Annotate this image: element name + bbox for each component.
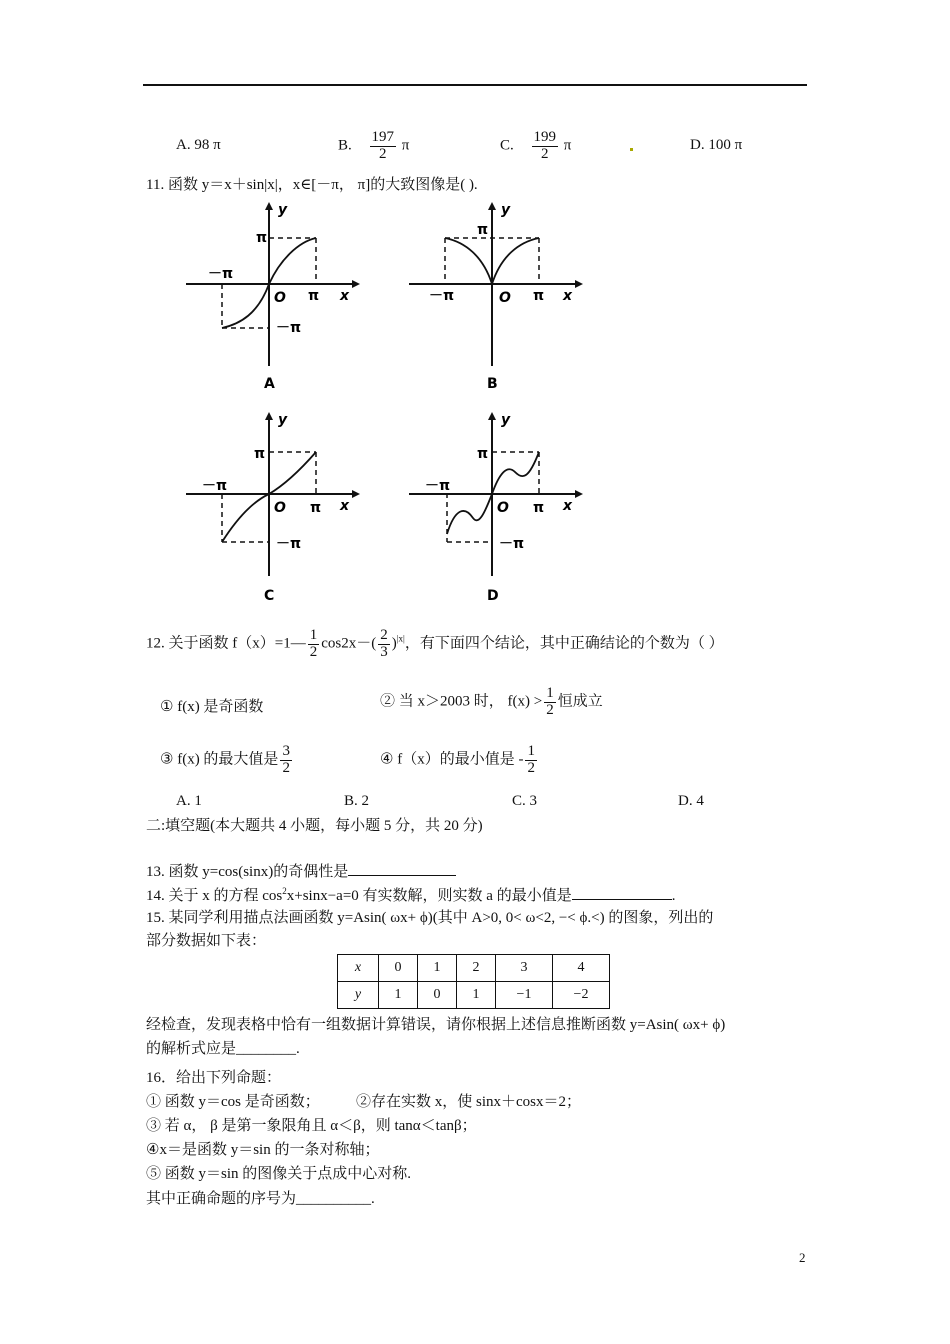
period: . xyxy=(671,888,676,904)
y-arrow xyxy=(488,412,496,420)
mark-dot xyxy=(630,148,633,151)
x-label: x xyxy=(340,498,350,514)
q16-line-5: ⑤ 函数 y＝sin 的图像关于点成中心对称. xyxy=(146,1166,412,1182)
page-number: 2 xyxy=(799,1250,806,1265)
graph-label: A xyxy=(264,376,275,392)
graph-b xyxy=(403,198,583,403)
q10-option-c-label: C. xyxy=(500,137,514,154)
frac-den: 2 xyxy=(282,759,290,776)
neg-pi-label: －π xyxy=(202,478,228,494)
y-arrow xyxy=(265,412,273,420)
frac-num: 197 xyxy=(371,129,395,145)
q12-option-a: A. 1 xyxy=(176,793,202,809)
q16-line-3: ③ 若 α， β 是第一象限角且 α＜β，则 tanα＜tanβ； xyxy=(146,1118,477,1134)
table-cell: x xyxy=(338,955,379,982)
table-cell: 3 xyxy=(496,955,553,982)
y-arrow xyxy=(488,202,496,210)
x-label: x xyxy=(563,288,573,304)
neg-pi-label: －π xyxy=(425,478,451,494)
c3-text: ③ f(x) 的最大值是 xyxy=(160,751,279,768)
table-row xyxy=(338,955,610,982)
q12-conclusion-3 xyxy=(160,744,294,777)
origin-label: O xyxy=(274,290,286,306)
fraction xyxy=(525,744,537,777)
pi-symbol: π xyxy=(563,137,572,154)
q10-option-b-label: B. xyxy=(338,137,352,154)
pi-label: π xyxy=(533,288,545,304)
neg-pi-label: －π xyxy=(276,320,302,336)
origin-label: O xyxy=(499,290,511,306)
q14-text: 14. 关于 x 的方程 cos xyxy=(146,888,283,904)
frac-num: 2 xyxy=(380,627,388,643)
table-cell: y xyxy=(338,982,379,1009)
q16-line-4: ④x＝是函数 y＝sin 的一条对称轴； xyxy=(146,1142,380,1158)
neg-pi-label: －π xyxy=(499,536,525,552)
origin-label: O xyxy=(274,500,286,516)
table-cell: 4 xyxy=(553,955,610,982)
fraction-two-thirds xyxy=(378,628,390,661)
pi-label: π xyxy=(477,222,489,238)
q11-stem: 11. 函数 y＝x＋sin|x|，x∈[－π， π]的大致图像是( ). xyxy=(146,177,478,193)
table-cell: 1 xyxy=(457,982,496,1009)
data-table xyxy=(337,954,610,1009)
x-arrow xyxy=(575,490,583,498)
x-arrow xyxy=(575,280,583,288)
q12-option-d: D. 4 xyxy=(678,793,704,809)
q12-option-b: B. 2 xyxy=(344,793,370,809)
q15-line-1: 15. 某同学利用描点法画函数 y=Asin( ωx+ ϕ)(其中 A>0, 0< ω<2, −< ϕ.<) 的图象，列出的 xyxy=(146,910,714,926)
origin-label: O xyxy=(497,500,509,516)
q12-option-c: C. 3 xyxy=(512,793,538,809)
q10-option-b xyxy=(338,130,409,163)
q12-stem-start: 12. 关于函数 f（x）=1— xyxy=(146,635,306,652)
y-label: y xyxy=(501,202,511,218)
pi-label: π xyxy=(308,288,320,304)
q15-line-2: 部分数据如下表： xyxy=(146,933,267,949)
y-label: y xyxy=(278,412,288,428)
q16-line-2a: ① 函数 y＝cos 是奇函数； xyxy=(146,1094,320,1110)
frac-den: 2 xyxy=(379,145,387,162)
pi-label: π xyxy=(533,500,545,516)
table-cell: 1 xyxy=(379,982,418,1009)
exponent: 2 xyxy=(282,886,287,896)
q10-option-c xyxy=(500,130,571,163)
answer-blank xyxy=(572,885,672,900)
y-label: y xyxy=(278,202,288,218)
q12-conclusion-2 xyxy=(380,686,603,719)
graph-a xyxy=(180,198,360,403)
q14 xyxy=(146,884,675,905)
q12-stem xyxy=(146,628,724,661)
x-label: x xyxy=(563,498,573,514)
q10-option-d: D. 100 π xyxy=(690,137,743,153)
q12-stem-end: ，有下面四个结论，其中正确结论的个数为（ ） xyxy=(404,635,724,652)
q14-text-end: x+sinx−a=0 有实数解，则实数 a 的最小值是 xyxy=(286,888,572,904)
frac-den: 2 xyxy=(309,643,318,660)
x-arrow xyxy=(352,490,360,498)
q10-option-b-fraction xyxy=(370,130,397,163)
q13 xyxy=(146,860,456,881)
q12-conclusion-1: ① f(x) 是奇函数 xyxy=(160,699,264,715)
c2-end: 恒成立 xyxy=(557,693,603,710)
q12-stem-mid: cos2x－( xyxy=(321,635,377,652)
c4-text: ④ f（x）的最小值是 - xyxy=(380,751,524,768)
section-2-heading: 二:填空题(本大题共 4 小题，每小题 5 分，共 20 分) xyxy=(146,818,483,834)
table-cell: −2 xyxy=(553,982,610,1009)
pi-label: π xyxy=(310,500,322,516)
table-cell: 0 xyxy=(418,982,457,1009)
frac-den: 2 xyxy=(541,145,549,162)
pi-label: π xyxy=(254,446,266,462)
fraction xyxy=(544,686,556,719)
header-rule xyxy=(143,84,807,86)
frac-num: 3 xyxy=(282,743,290,759)
frac-den: 3 xyxy=(380,643,388,660)
frac-num: 1 xyxy=(309,627,318,643)
graph-label: D xyxy=(487,588,499,604)
table-row xyxy=(338,982,610,1009)
neg-pi-label: －π xyxy=(429,288,455,304)
table-cell: −1 xyxy=(496,982,553,1009)
table-cell: 0 xyxy=(379,955,418,982)
x-arrow xyxy=(352,280,360,288)
table-cell: 2 xyxy=(457,955,496,982)
paren-close: ) xyxy=(391,635,397,652)
graph-label: C xyxy=(264,588,275,604)
q16-line-1: 16．给出下列命题： xyxy=(146,1070,282,1086)
q15-line-4: 的解析式应是________. xyxy=(146,1041,300,1057)
graph-d xyxy=(403,408,583,613)
q16-line-2b: ②存在实数 x，使 sinx＋cosx＝2； xyxy=(356,1094,582,1110)
q13-text: 13. 函数 y=cos(sinx)的奇偶性是 xyxy=(146,864,349,880)
frac-den: 2 xyxy=(546,701,554,718)
q10-option-c-fraction xyxy=(532,130,559,163)
table-cell: 1 xyxy=(418,955,457,982)
frac-num: 1 xyxy=(527,743,535,759)
neg-pi-label: －π xyxy=(208,266,234,282)
pi-symbol: π xyxy=(401,137,410,154)
neg-pi-label: －π xyxy=(276,536,302,552)
frac-den: 2 xyxy=(527,759,535,776)
c2-text: ② 当 x＞2003 时， f(x) > xyxy=(380,693,543,710)
q12-conclusion-4 xyxy=(380,744,539,777)
pi-label: π xyxy=(477,446,489,462)
pi-label: π xyxy=(256,230,268,246)
fraction-half xyxy=(308,628,320,661)
graph-label: B xyxy=(487,376,498,392)
exponent: |x| xyxy=(396,633,405,644)
q16-line-6: 其中正确命题的序号为__________. xyxy=(146,1191,375,1207)
graph-c xyxy=(180,408,360,613)
frac-num: 199 xyxy=(533,129,557,145)
y-arrow xyxy=(265,202,273,210)
answer-blank xyxy=(348,861,456,876)
frac-num: 1 xyxy=(546,685,554,701)
fraction xyxy=(280,744,292,777)
x-label: x xyxy=(340,288,350,304)
q10-option-a: A. 98 π xyxy=(176,137,221,153)
y-label: y xyxy=(501,412,511,428)
q15-line-3: 经检查，发现表格中恰有一组数据计算错误，请你根据上述信息推断函数 y=Asin( ωx+ ϕ) xyxy=(146,1017,726,1033)
